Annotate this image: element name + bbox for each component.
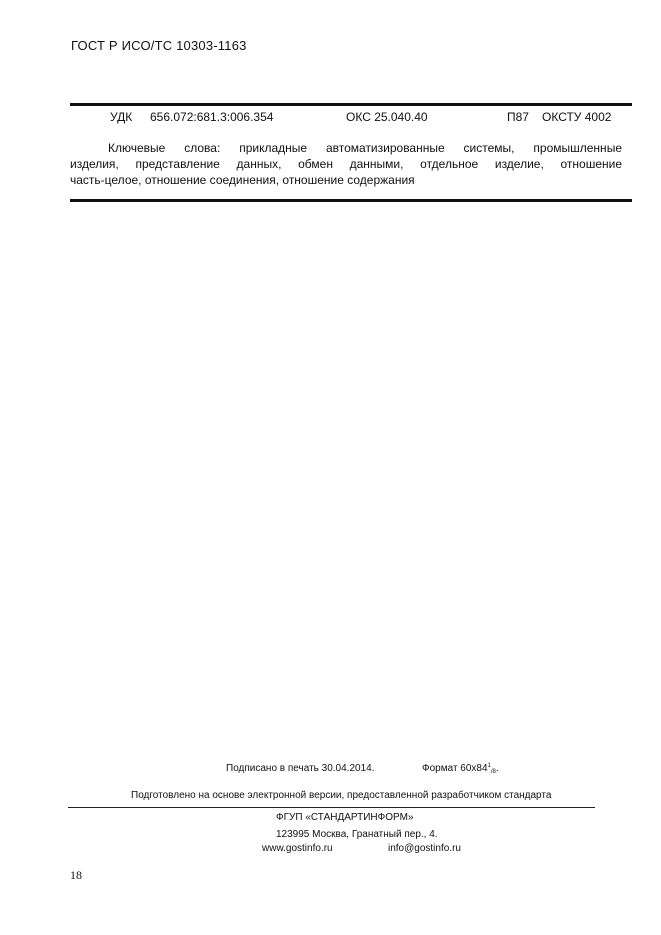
- keywords-line: изделия, представление данных, обмен данными, отдельное изделие, отношение: [70, 157, 622, 171]
- p-code: П87: [507, 110, 529, 124]
- oks-code: ОКС 25.040.40: [346, 110, 428, 124]
- website-link[interactable]: www.gostinfo.ru: [262, 843, 333, 854]
- keywords-bottom-divider: [70, 199, 632, 202]
- okstu-code: ОКСТУ 4002: [542, 110, 612, 124]
- format-label: Формат 60x84: [422, 763, 488, 774]
- prepared-note: Подготовлено на основе электронной версии, предоставленной разработчиком стандарта: [131, 790, 552, 801]
- document-header-title: ГОСТ Р ИСО/ТС 10303-1163: [71, 38, 247, 53]
- format-superscript: 1: [487, 763, 491, 769]
- keywords-line: Ключевые слова: прикладные автоматизированные системы, промышленные: [108, 141, 622, 155]
- email-link[interactable]: info@gostinfo.ru: [388, 843, 461, 854]
- page-number: 18: [70, 868, 82, 882]
- keywords-paragraph: [70, 140, 622, 188]
- format-subscript: /8: [490, 769, 496, 775]
- publisher-name: ФГУП «СТАНДАРТИНФОРМ»: [276, 812, 414, 823]
- format-text: [422, 763, 499, 775]
- imprint-divider: [68, 807, 595, 808]
- udk-value: 656.072:681.3:006.354: [150, 110, 274, 124]
- signed-date-text: Подписано в печать 30.04.2014.: [226, 763, 375, 774]
- udk-label: УДК: [110, 110, 133, 124]
- format-end: .: [495, 763, 499, 774]
- keywords-line: часть-целое, отношение соединения, отношение содержания: [70, 173, 415, 187]
- top-divider: [70, 103, 632, 106]
- publisher-address: 123995 Москва, Гранатный пер., 4.: [276, 829, 438, 840]
